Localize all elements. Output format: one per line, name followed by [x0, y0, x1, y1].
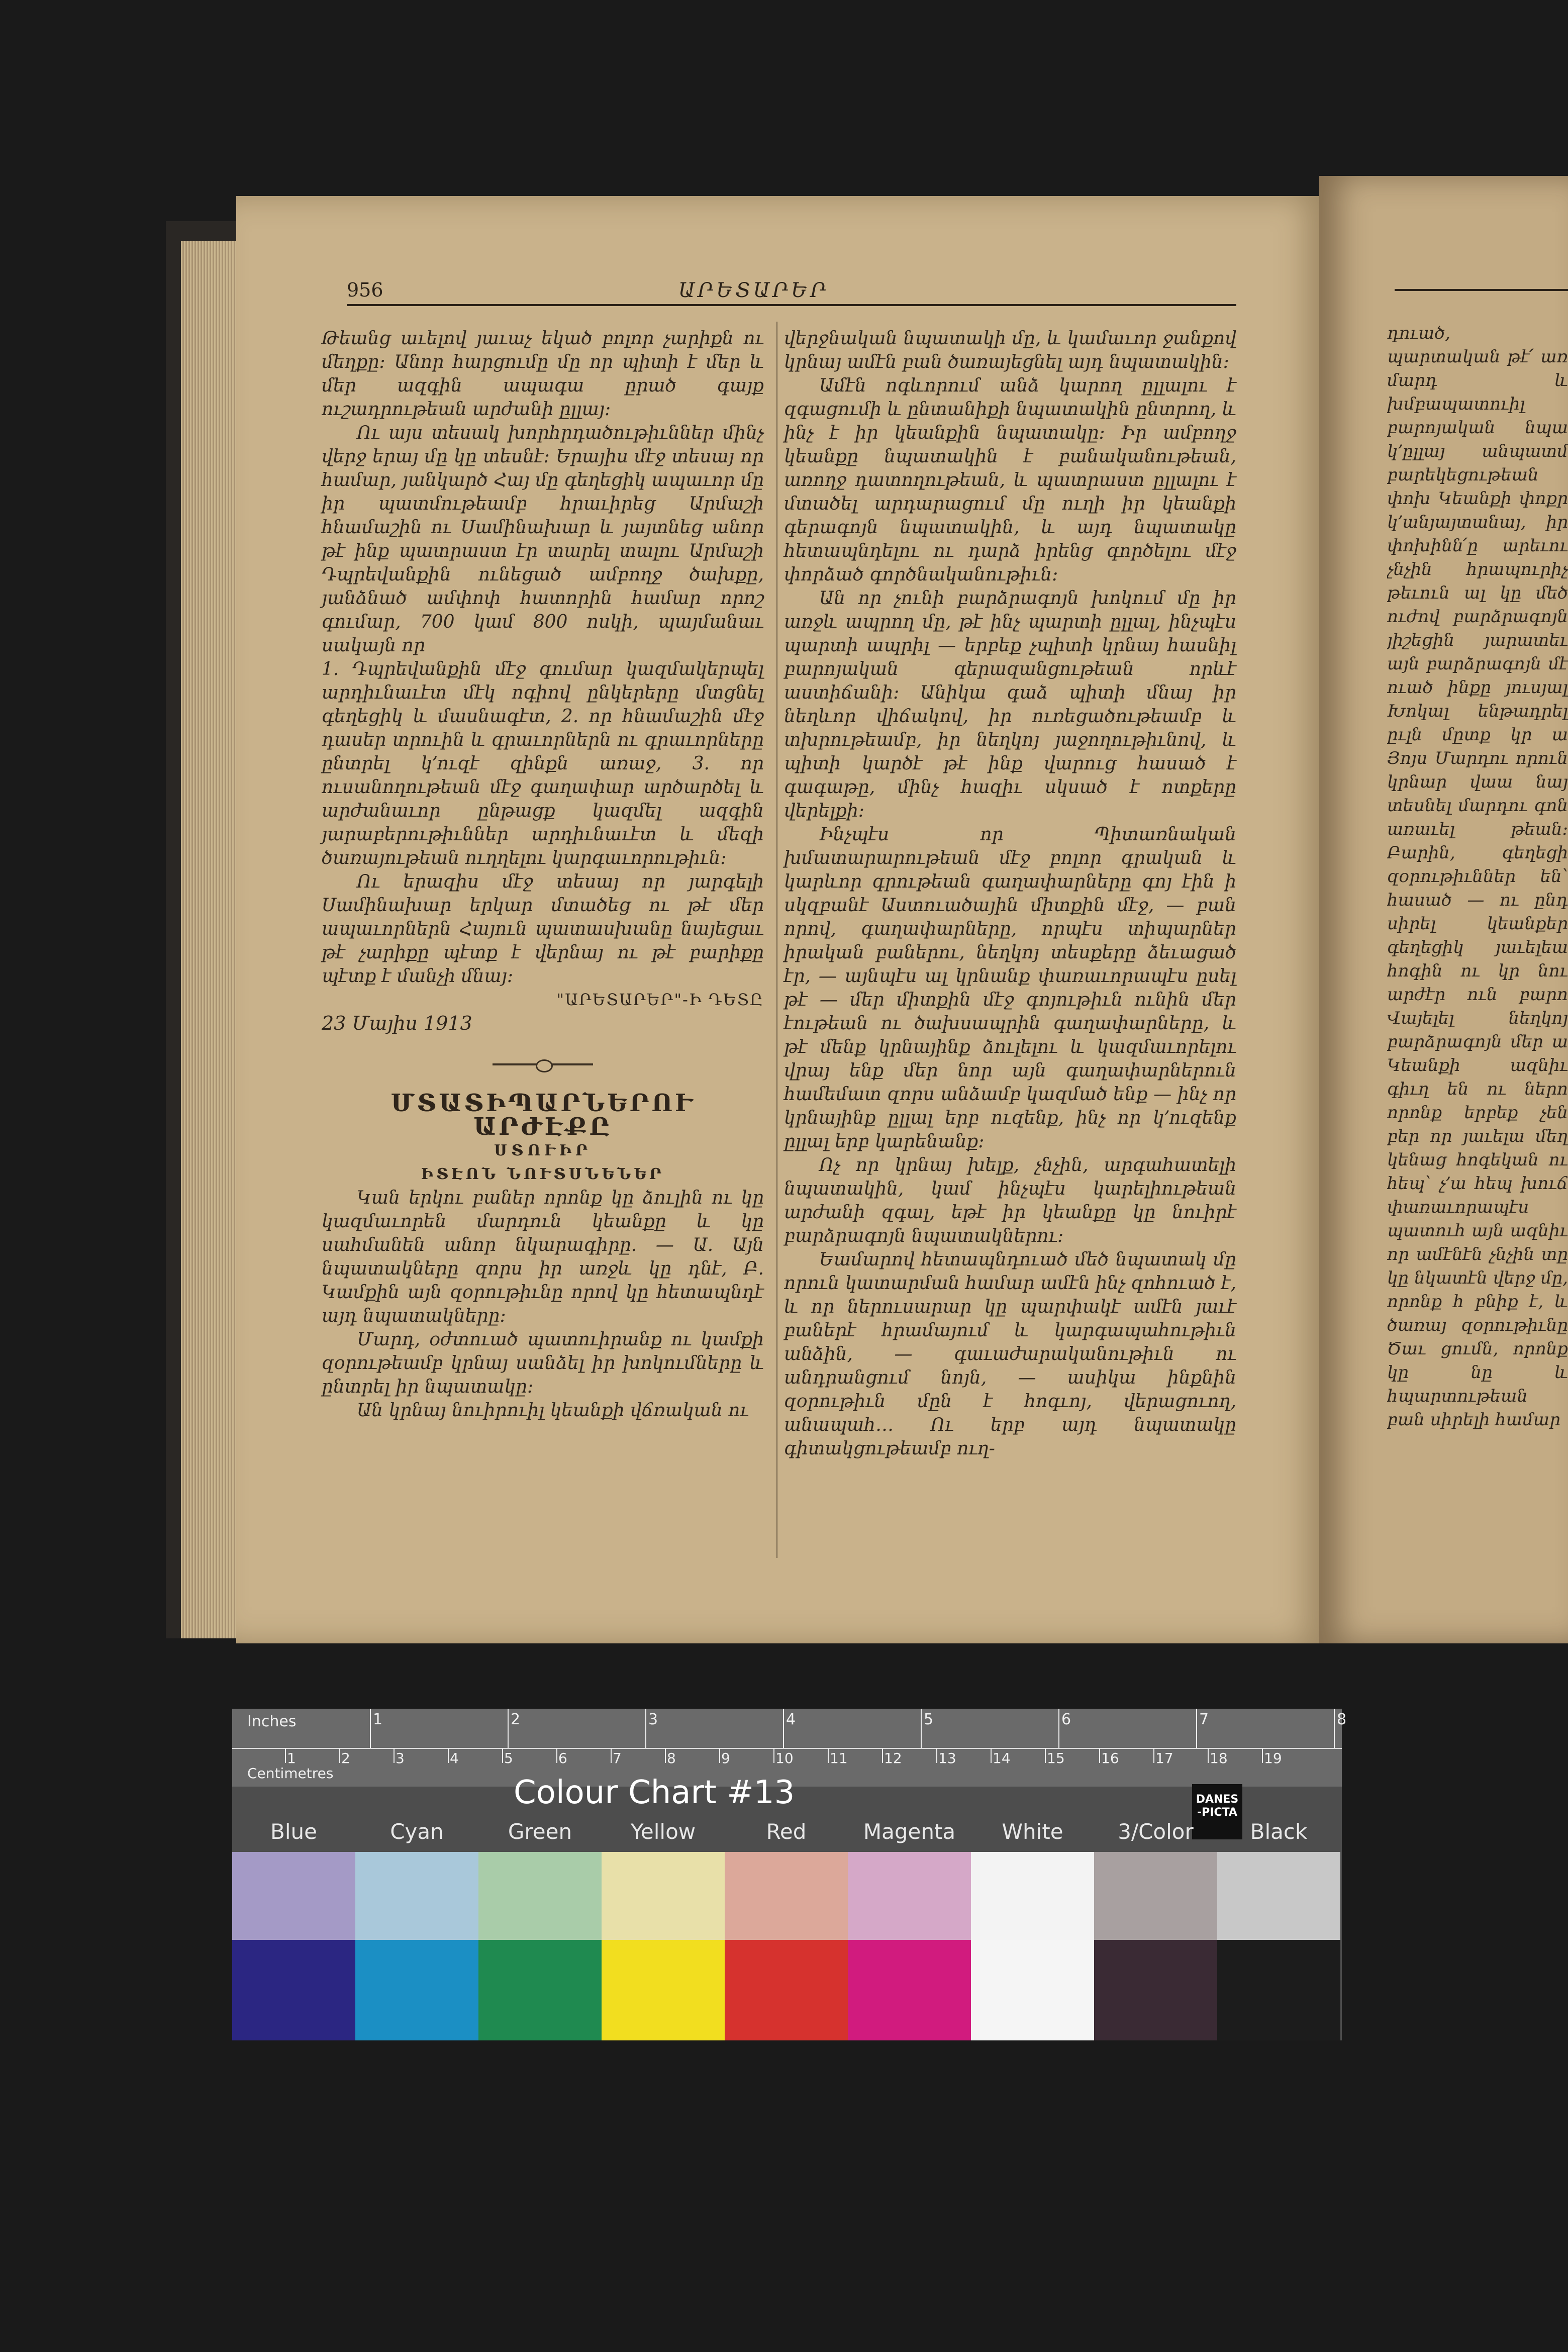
- paragraph: Թեանց աւելով յաւաչ եկած բոլոր չարիքն ու մեղքը։ Անոր հարցումը մը որ պիտի է մեր և մեր ազգին ապագա ըրած գայք ուշադրութեան արժանի ըլլայ։: [322, 328, 764, 420]
- inch-number: 1: [373, 1711, 383, 1728]
- header-rule: [347, 304, 1236, 306]
- cm-number: 17: [1155, 1750, 1173, 1767]
- paragraph: Եամարով հետապնդուած մեծ նպատակ մը որուն կատարման համար ամէն ինչ զոհուած է, և որ ներուսարար կը պարփակէ ամէն յաւէ բաներէ հրամայում և կարգապահութիւն անձին, — գաւաժարականութիւն ու անդրանցում նոյն, — ասիկա ինքնին զօրութիւն մըն է հոգւոյ, վերացուող, անապահ․․․ Ու երբ այդ նպատակը գիտակցութեամբ ուղ-: [784, 1249, 1236, 1459]
- cm-number: 3: [396, 1750, 405, 1767]
- article-author: ԻՏԷՈՆ ՆՈՒՏՍՆԵՆԵՐ: [421, 1165, 665, 1183]
- inch-tick: [370, 1709, 371, 1748]
- swatch-light: [478, 1852, 602, 1940]
- paragraph: Ան կրնայ նուիրուիլ կեանքի վճռական ու: [357, 1400, 749, 1421]
- cm-number: 15: [1047, 1750, 1065, 1767]
- paragraph: Ոչ որ կրնայ խելք, չնչին, արգահատելի նպատակին, կամ ինչպէս կարելիութեան արժանի զգալ, եթէ իր կեանքը կը նուիրէ բարձրագոյն նպատակներու։: [784, 1155, 1236, 1246]
- swatch-dark: [232, 1940, 355, 2040]
- cm-tick: [394, 1748, 395, 1763]
- cm-tick: [611, 1748, 612, 1763]
- cm-number: 9: [721, 1750, 730, 1767]
- cm-number: 12: [884, 1750, 902, 1767]
- swatch-dark: [971, 1940, 1094, 2040]
- inch-number: 6: [1061, 1711, 1071, 1728]
- swatch-light: [848, 1852, 971, 1940]
- inches-label: Inches: [247, 1713, 297, 1730]
- swatch-label: Black: [1250, 1819, 1308, 1844]
- cm-tick: [719, 1748, 720, 1763]
- inch-tick: [1196, 1709, 1197, 1748]
- cm-number: 10: [775, 1750, 794, 1767]
- paragraph: Ու երազիս մէջ տեսայ որ յարգելի Սամինախար երկար մտածեց ու թէ մեր ապաւորներն Հայուն պատասխանը նայեցաւ թէ չարիքը պէտք է վերնայ ու թէ բարիքը պէտք է մանչի մնայ։: [322, 871, 764, 987]
- cm-tick: [1045, 1748, 1046, 1763]
- centimetres-label: Centimetres: [247, 1765, 334, 1782]
- inch-tick: [921, 1709, 922, 1748]
- inch-tick: [645, 1709, 646, 1748]
- cm-number: 13: [938, 1750, 956, 1767]
- paragraph: Կան երկու բաներ որոնք կը ձուլին ու կը կազմաւորեն մարդուն կեանքը և կը սահմանեն անոր նկարագիրը. — Ա. Այն նպատակները զորս իր առջև կը դնէ, Բ. Կամքին այն զօրութիւնը որով կը հետապնդէ այդ նպատակները։: [322, 1188, 764, 1326]
- swatch-dark: [725, 1940, 848, 2040]
- inch-number: 7: [1199, 1711, 1209, 1728]
- cm-number: 1: [287, 1750, 296, 1767]
- colour-chart: [232, 1709, 1347, 2040]
- cm-number: 7: [613, 1750, 622, 1767]
- cm-tick: [773, 1748, 774, 1763]
- cm-number: 2: [341, 1750, 350, 1767]
- swatch-light: [971, 1852, 1094, 1940]
- cm-tick: [991, 1748, 992, 1763]
- cm-number: 11: [830, 1750, 848, 1767]
- swatch-light: [1217, 1852, 1340, 1940]
- swatch-dark: [355, 1940, 478, 2040]
- inch-tick: [508, 1709, 509, 1748]
- swatch-dark: [1217, 1940, 1340, 2040]
- cm-number: 4: [450, 1750, 459, 1767]
- paragraph: դուած, պարտական թէ՛ առ մարդ և խմբապատուիլ բարոյական նպա կ՚ըլլայ անպատմ բարեկեցութեան փոխ Կեանքի փոքր կ՚անյայտանայ, իր փոխինն՛ը արեւու չնչին հրապուրիչ թեւուն ալ կը մեծ ուժով բարձրագոյն յիշեցին յարատեւ այն բարձրագոյն մէ ուած ինքը յուսյալ Խոկալ ենթադրել ըւլն մըտք կր ա Յոյս Մարդու որուն կրնար վաա նայ տեսնել մարդու գոն առաւել թեան։ Բարին, գեղեցի զօրութիւններ են՝ հասած — ու ընդ սիրել կեանքեր գեղեցիկ յաւելեա հոգին ու կր նու արժէր ուն բարո Վայելել նեղկոյ բարձրագոյն մեր ա Կեանքի ազնիւ գիւղ են ու ներո որոնք երբեք չեն բեր որ յաւելա մեղ կենաց հոգեկան ու հեպ՝ չ՚ա հեպ խուճ փառաւորապէս պատուհ այն ազնիւ որ ամէնէն չնչին տը կը նկատէն վերջ մը, որոնք հ բնիք է, և ծառայ զօրութիւնը Ծաւ ցումն, որոնք կը նը և հպարտութեան բան սիրելի համար: [1387, 323, 1568, 1430]
- paragraph: Մարդ, օժտուած պատուիրանք ու կամքի զօրութեամբ կրնայ սանձել իր խոկումները և ընտրել իր նպատակը։: [322, 1329, 764, 1397]
- inch-number: 4: [786, 1711, 796, 1728]
- cm-tick: [665, 1748, 666, 1763]
- danes-picta-logo: DANES -PICTA: [1192, 1784, 1242, 1839]
- cm-number: 14: [993, 1750, 1011, 1767]
- swatch-light: [602, 1852, 725, 1940]
- swatch-label: 3/Color: [1118, 1819, 1194, 1844]
- swatch-label: Blue: [270, 1819, 317, 1844]
- running-title: ԱՐԵՏԱՐԵՐ: [678, 279, 829, 302]
- section-ornament: [493, 1063, 593, 1065]
- swatch-label: Green: [508, 1819, 572, 1844]
- swatch-dark: [1094, 1940, 1217, 2040]
- swatch-label: Cyan: [390, 1819, 444, 1844]
- cm-tick: [556, 1748, 557, 1763]
- cm-number: 18: [1210, 1750, 1228, 1767]
- cm-number: 8: [667, 1750, 676, 1767]
- inch-number: 5: [924, 1711, 934, 1728]
- cm-number: 6: [558, 1750, 567, 1767]
- swatch-labels: [232, 1819, 1342, 1849]
- inch-tick: [783, 1709, 784, 1748]
- article-subtitle: ՍՏՈՒԻՐ: [494, 1142, 592, 1159]
- swatch-light: [725, 1852, 848, 1940]
- chart-title: Colour Chart #13: [514, 1774, 795, 1811]
- article-title: ՄՏԱՏԻՊԱՐՆԵՐՈՒ ԱՐԺԷՔԸ: [390, 1089, 695, 1141]
- cm-tick: [502, 1748, 503, 1763]
- inch-tick: [1058, 1709, 1059, 1748]
- text-column-3-partial: [1387, 322, 1568, 1588]
- column-divider: [776, 322, 777, 1558]
- right-page-header-rule: [1395, 289, 1568, 291]
- cm-tick: [882, 1748, 883, 1763]
- swatch-dark: [602, 1940, 725, 2040]
- paragraph: Ան որ չունի բարձրագոյն խոկում մը իր առջև ապրող մը, թէ ինչ պարտի ըլլալ, ինչպէս պարտի ապրիլ — երբեք չպիտի կրնայ հասնիլ բարոյական գերազանցութեան որևէ աստիճանի։ Անիկա գաձ պիտի մնայ իր նեղևոր վիճակով, իր ուռեցածութեամբ և տխրութեամբ, իր նեղկոյ յաջողութիւնով, և պիտի կարծէ թէ ինք վարուց հասած է գագաթը, մինչ հազիւ սկսած է ոտքերը վերելքի։: [784, 588, 1236, 821]
- swatch-label: Magenta: [863, 1819, 956, 1844]
- cm-number: 16: [1101, 1750, 1119, 1767]
- swatch-label: Yellow: [630, 1819, 696, 1844]
- text-column-1: [322, 327, 764, 1422]
- paragraph: վերջնական նպատակի մը, և կամաւոր ջանքով կրնայ ամէն բան ծառայեցնել այդ նպատակին։: [784, 328, 1236, 372]
- paragraph: Ու այս տեսակ խորհրդածութիւններ մինչ վերջ երայ մը կը տեսնէ։ Երայիս մէջ տեսայ որ համար, յանկարծ Հայ մը գեղեցիկ ապաւոր մը իր պատմութեամբ հրաւիրեց Արմաշի հնամաշին ու Սամինախար և յայտնեց անոր թէ ինք պատրաստ էր տարել տալու Արմաշի Դպրեվանքին ունեցած ամբողջ ծախքը, յանձնած ամփոփ հատորին համար որոշ գումար, 700 կամ 800 ոսկի, պայմանաւ սակայն որ: [322, 423, 764, 656]
- swatch-dark: [848, 1940, 971, 2040]
- cm-tick: [1262, 1748, 1263, 1763]
- inch-number: 2: [511, 1711, 521, 1728]
- page-header: [347, 279, 1236, 304]
- swatch-label: White: [1002, 1819, 1063, 1844]
- cm-tick: [1153, 1748, 1154, 1763]
- dateline: 23 Մայիս 1913: [322, 1012, 472, 1034]
- cm-number: 5: [504, 1750, 513, 1767]
- page-number: 956: [347, 279, 383, 301]
- paragraph: Ինչպէս որ Պիտառնական խմատարարութեան մէջ բոլոր գրական և կարևոր գրութեան գաղափարները գոյ էին ի սկզբանէ Աստուածային միտքին մէջ, — բան որով, գաղափարները, որպէս տիպարներ իրական բաներու, նեղկոյ տեսքերը ձեւացած էր, — այնպէս ալ կրնանք փառաւորապէս ըսել թէ — մեր միտքին մէջ գոյութիւն ունին մեր էութեան ու ծախսապրին գաղափարները, և թէ մենք կրնայինք ձուլելու և կազմաւորելու վրայ ենք մեր նոր այն գաղափարներուն համեմատ զորս անձամբ կազմած ենք — ինչ որ կրնայինք ըլլալ երբ ուզենք, ինչ որ կ՚ուզենք ըլլալ երբ կարենանք։: [784, 824, 1236, 1152]
- text-column-2: [784, 327, 1236, 1460]
- inch-tick: [1334, 1709, 1335, 1748]
- cm-number: 19: [1264, 1750, 1282, 1767]
- cm-tick: [1099, 1748, 1100, 1763]
- cm-tick: [936, 1748, 937, 1763]
- inch-number: 8: [1337, 1711, 1347, 1728]
- swatch-light: [232, 1852, 355, 1940]
- signature: "ԱՐԵՏԱՐԵՐ"-Ի ԴԵՏԸ: [556, 990, 764, 1009]
- paragraph: Ամէն ոգևորում անձ կարող ըլլալու է զգացումի և ընտանիքի նպատակին ընտրող, և ինչ է իր կեանքին նպատակը։ Իր ամբողջ կեանքը նպատակին է բանականութեան, առողջ դատողութեան, և պատրաստ ըլլալու է մտածել արդարացում մը ուղի իր կեանքի գերագոյն նպատակին, և այդ նպատակը հետապնդելու ու դարձ իրենց գործելու մէջ փորձած գործնականութիւն։: [784, 375, 1236, 585]
- ruler-line: [232, 1748, 1342, 1749]
- cm-tick: [828, 1748, 829, 1763]
- cm-tick: [339, 1748, 340, 1763]
- cm-tick: [285, 1748, 286, 1763]
- paragraph: 1. Դպրեվանքին մէջ գումար կազմակերպել արդիւնաւէտ մէկ ոգիով ընկերերը մտցնել գեղեցիկ և մասնագէտ, 2. որ հնամաշին մէջ դասեր տրուին և գրաւորներն ու գրաւորները ընտրել կ՚ուզէ զինքն առաջ, 3. որ ուսանողութեան մէջ գաղափար արծարծել և արժանաւոր ընթացք կազմել ազգին յարաբերութիւններ արդիւնաւէտ և մեզի ծառայութեան ուղղելու կարգաւորութիւն։: [322, 659, 764, 868]
- swatch-light: [1094, 1852, 1217, 1940]
- cm-tick: [448, 1748, 449, 1763]
- inch-number: 3: [648, 1711, 658, 1728]
- cm-tick: [1208, 1748, 1209, 1763]
- swatch-light: [355, 1852, 478, 1940]
- swatch-label: Red: [766, 1819, 807, 1844]
- swatch-dark: [478, 1940, 602, 2040]
